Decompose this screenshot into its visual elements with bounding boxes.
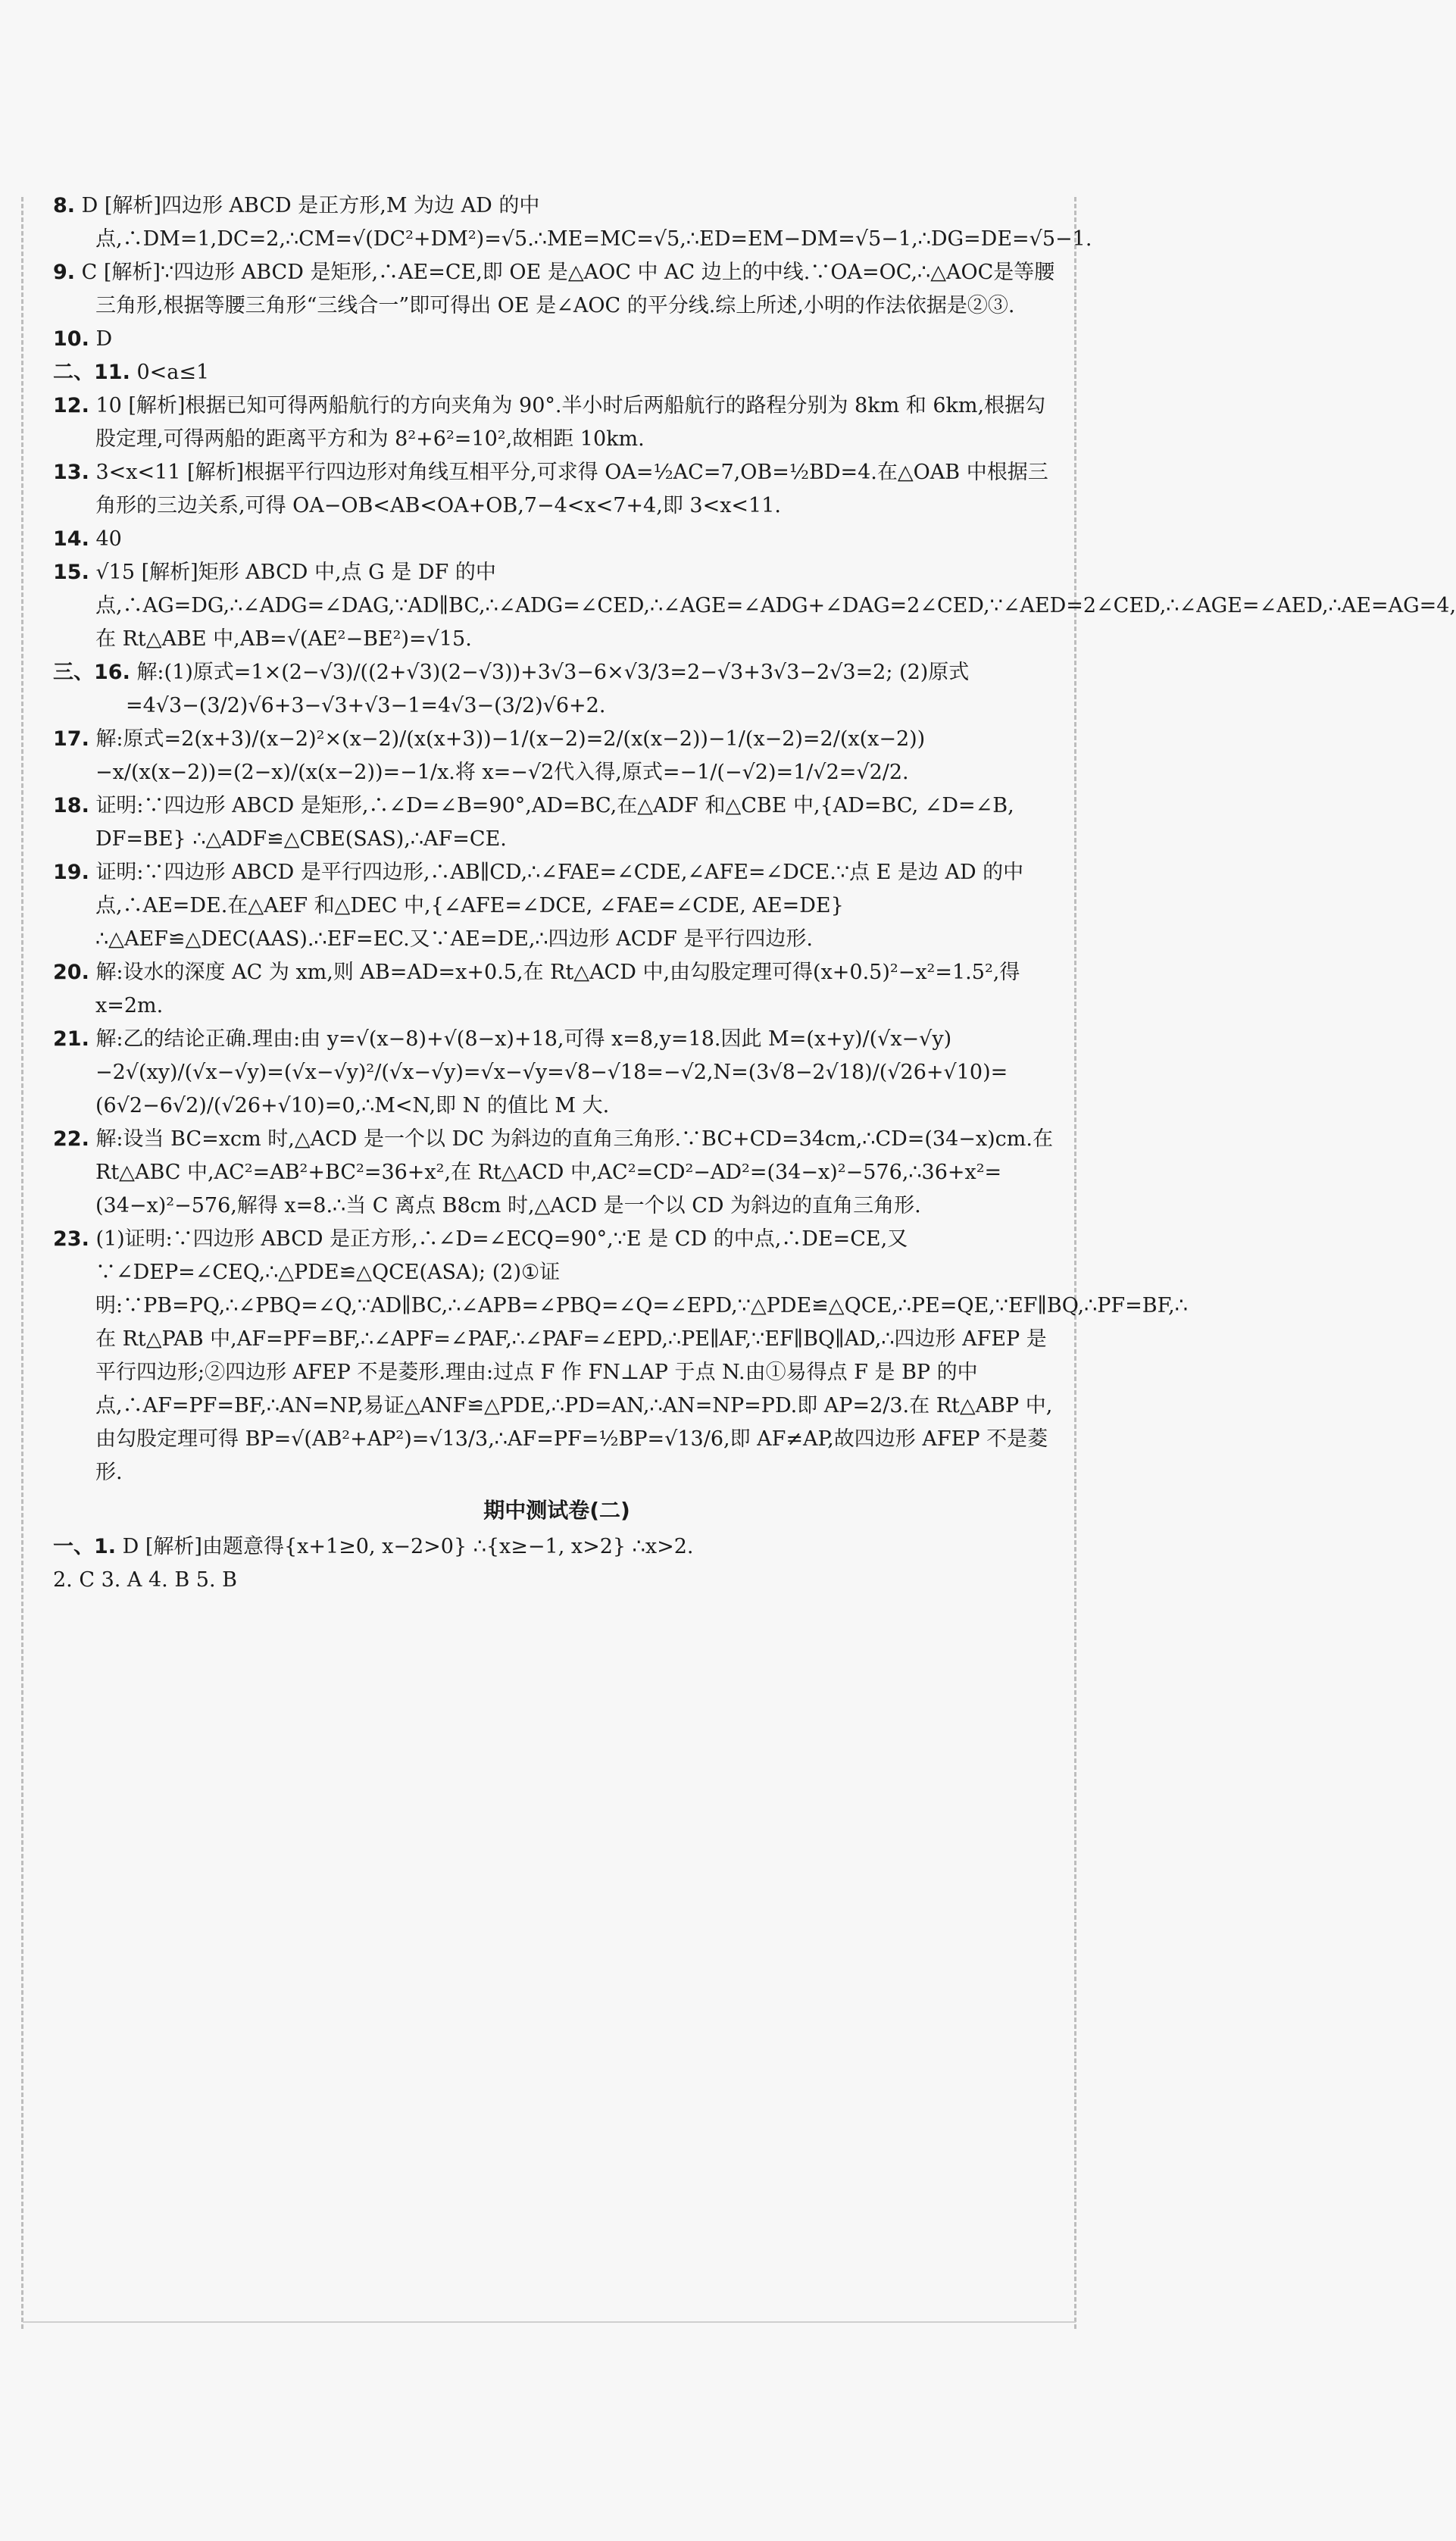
answer-list-2	[53, 1530, 1061, 1597]
item-number: 22.	[53, 1127, 89, 1151]
answer-item	[53, 856, 1061, 956]
item-text: (1)证明:∵四边形 ABCD 是正方形,∴∠D=∠ECQ=90°,∵E 是 CD 的中点,∴DE=CE,又∵∠DEP=∠CEQ,∴△PDE≌△QCE(ASA); (2)①证明:∵PB=PQ,∴∠PBQ=∠Q,∵AD∥BC,∴∠APB=∠PBQ=∠Q=∠EPD,∵△PDE≌△QCE,∴PE=QE,∵EF∥BQ,∴PF=BF,∴在 Rt△PAB 中,AF=PF=BF,∴∠APF=∠PAF,∴∠PAF=∠EPD,∴PE∥AF,∵EF∥BQ∥AD,∴四边形 AFEP 是平行四边形;②四边形 AFEP 不是菱形.理由:过点 F 作 FN⊥AP 于点 N.由①易得点 F 是 BP 的中点,∴AF=PF=BF,∴AN=NP,易证△ANF≌△PDE,∴PD=AN,∴AN=NP=PD.即 AP=2/3.在 Rt△ABP 中,由勾股定理可得 BP=√(AB²+AP²)=√13/3,∴AF=PF=½BP=√13/6,即 AF≠AP,故四边形 AFEP 不是菱形.	[95, 1227, 1188, 1484]
left-dashed-border	[21, 197, 23, 2329]
answer-item	[53, 1023, 1061, 1123]
item-text: √15 [解析]矩形 ABCD 中,点 G 是 DF 的中点,∴AG=DG,∴∠ADG=∠DAG,∵AD∥BC,∴∠ADG=∠CED,∴∠AGE=∠ADG+∠DAG=2∠CED,∵∠AED=2∠CED,∴∠AGE=∠AED,∴AE=AG=4,在 Rt△ABE 中,AB=√(AE²−BE²)=√15.	[95, 561, 1456, 651]
item-text: D	[95, 327, 113, 351]
item-text: 证明:∵四边形 ABCD 是平行四边形,∴AB∥CD,∴∠FAE=∠CDE,∠AFE=∠DCE.∵点 E 是边 AD 的中点,∴AE=DE.在△AEF 和△DEC 中,{∠AFE=∠DCE, ∠FAE=∠CDE, AE=DE} ∴△AEF≌△DEC(AAS).∴EF=EC.又∵AE=DE,∴四边形 ACDF 是平行四边形.	[95, 861, 1024, 951]
item-number: 20.	[53, 961, 89, 984]
bottom-divider	[23, 2321, 1076, 2323]
answer-item	[53, 523, 1061, 556]
item-text: D [解析]由题意得{x+1≥0, x−2>0} ∴{x≥−1, x>2} ∴x>2.	[122, 1535, 694, 1558]
right-dashed-border	[1074, 197, 1076, 2329]
answer-item	[53, 356, 1061, 389]
section-number: 三、	[53, 661, 94, 684]
answer-item	[53, 456, 1061, 523]
item-text: 解:乙的结论正确.理由:由 y=√(x−8)+√(8−x)+18,可得 x=8,y=18.因此 M=(x+y)/(√x−√y)−2√(xy)/(√x−√y)=(√x−√y)²/(√x−√y)=√x−√y=√8−√18=−√2,N=(3√8−2√18)/(√26+√10)=(6√2−6√2)/(√26+√10)=0,∴M<N,即 N 的值比 M 大.	[95, 1027, 1008, 1117]
item-number: 15.	[53, 561, 89, 584]
answer-item	[53, 1564, 1061, 1597]
item-text: 解:原式=2(x+3)/(x−2)²×(x−2)/(x(x+3))−1/(x−2)=2/(x(x−2))−1/(x−2)=2/(x(x−2))−x/(x(x−2))=(2−x)/(x(x−2))=−1/x.将 x=−√2代入得,原式=−1/(−√2)=1/√2=√2/2.	[95, 727, 926, 784]
item-text: 解:设水的深度 AC 为 xm,则 AB=AD=x+0.5,在 Rt△ACD 中,由勾股定理可得(x+0.5)²−x²=1.5²,得 x=2m.	[95, 961, 1020, 1017]
item-text: 40	[95, 527, 122, 551]
item-text: D [解析]四边形 ABCD 是正方形,M 为边 AD 的中点,∴DM=1,DC=2,∴CM=√(DC²+DM²)=√5.∴ME=MC=√5,∴ED=EM−DM=√5−1,∴DG=DE=√5−1.	[81, 194, 1092, 251]
answer-item	[53, 723, 1061, 789]
item-text: 0<a≤1	[136, 361, 210, 384]
item-number: 1.	[94, 1535, 117, 1558]
answer-item	[53, 656, 1061, 723]
item-text: 解:(1)原式=1×(2−√3)/((2+√3)(2−√3))+3√3−6×√3/3=2−√3+3√3−2√3=2; (2)原式=4√3−(3/2)√6+3−√3+√3−1=4√3−(3/2)√6+2.	[126, 661, 970, 717]
item-number: 17.	[53, 727, 89, 751]
answer-item	[53, 1123, 1061, 1223]
item-number: 16.	[94, 661, 130, 684]
section-title: 期中测试卷(二)	[483, 1498, 630, 1523]
answer-item	[53, 956, 1061, 1023]
item-number: 23.	[53, 1227, 89, 1251]
item-number: 11.	[94, 361, 130, 384]
section-number: 二、	[53, 361, 94, 384]
section-number: 一、	[53, 1535, 94, 1558]
item-number: 19.	[53, 861, 89, 884]
item-number: 8.	[53, 194, 76, 217]
answer-page	[53, 189, 1456, 1597]
item-text: C [解析]∵四边形 ABCD 是矩形,∴AE=CE,即 OE 是△AOC 中 AC 边上的中线.∵OA=OC,∴△AOC是等腰三角形,根据等腰三角形“三线合一”即可得出 OE 是∠AOC 的平分线.综上所述,小明的作法依据是②③.	[81, 261, 1055, 317]
answer-item	[53, 323, 1061, 356]
answer-item	[53, 1223, 1188, 1489]
item-number: 9.	[53, 261, 76, 284]
item-number: 14.	[53, 527, 89, 551]
answer-item	[53, 789, 1061, 856]
item-number: 18.	[53, 794, 89, 817]
item-text: 10 [解析]根据已知可得两船航行的方向夹角为 90°.半小时后两船航行的路程分别为 8km 和 6km,根据勾股定理,可得两船的距离平方和为 8²+6²=10²,故相距 10km.	[95, 394, 1046, 451]
answer-item	[53, 389, 1061, 456]
item-text: 解:设当 BC=xcm 时,△ACD 是一个以 DC 为斜边的直角三角形.∵BC+CD=34cm,∴CD=(34−x)cm.在 Rt△ABC 中,AC²=AB²+BC²=36+x²,在 Rt△ACD 中,AC²=CD²−AD²=(34−x)²−576,∴36+x²=(34−x)²−576,解得 x=8.∴当 C 离点 B8cm 时,△ACD 是一个以 CD 为斜边的直角三角形.	[95, 1127, 1053, 1217]
answer-item	[53, 1530, 1061, 1564]
answer-item	[53, 556, 1456, 656]
item-number: 13.	[53, 461, 89, 484]
item-number: 12.	[53, 394, 89, 417]
answer-list	[53, 189, 1456, 1489]
item-number: 10.	[53, 327, 89, 351]
item-text: 3<x<11 [解析]根据平行四边形对角线互相平分,可求得 OA=½AC=7,OB=½BD=4.在△OAB 中根据三角形的三边关系,可得 OA−OB<AB<OA+OB,7−4<x<7+4,即 3<x<11.	[95, 461, 1048, 517]
answer-item	[53, 256, 1061, 323]
answer-item	[53, 189, 1092, 256]
item-number: 21.	[53, 1027, 89, 1051]
item-text: 证明:∵四边形 ABCD 是矩形,∴∠D=∠B=90°,AD=BC,在△ADF 和△CBE 中,{AD=BC, ∠D=∠B, DF=BE} ∴△ADF≌△CBE(SAS),∴AF=CE.	[95, 794, 1014, 851]
item-text: 2. C 3. A 4. B 5. B	[53, 1568, 237, 1592]
